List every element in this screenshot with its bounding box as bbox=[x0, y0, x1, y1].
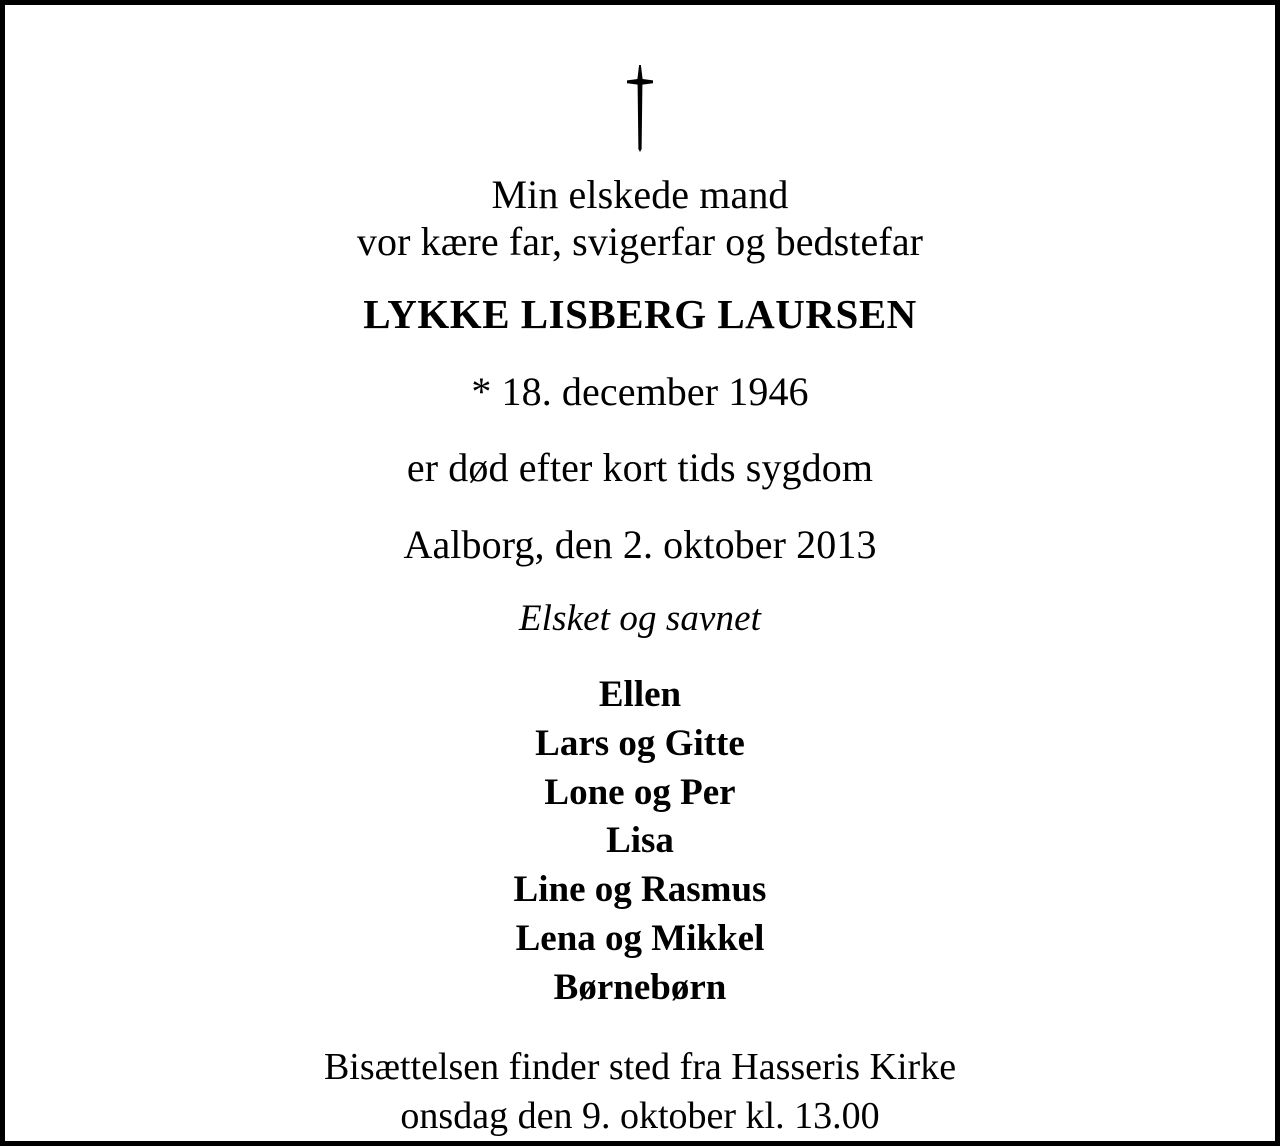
birth-date: * 18. december 1946 bbox=[471, 368, 809, 414]
intro-line-1: Min elskede mand bbox=[491, 172, 789, 217]
place-and-date: Aalborg, den 2. oktober 2013 bbox=[403, 521, 877, 567]
notice-body bbox=[5, 5, 1275, 1141]
survivor-item: Lone og Per bbox=[544, 771, 736, 813]
death-statement: er død efter kort tids sygdom bbox=[406, 445, 874, 491]
survivor-item: Lena og Mikkel bbox=[515, 918, 765, 960]
survivor-item: Børnebørn bbox=[553, 966, 727, 1008]
intro-text bbox=[357, 171, 923, 265]
survivor-item: Line og Rasmus bbox=[513, 869, 767, 911]
cross-icon bbox=[620, 63, 660, 153]
funeral-line-2: onsdag den 9. oktober kl. 13.00 bbox=[400, 1095, 880, 1138]
funeral-line-1: Bisættelsen finder sted fra Hasseris Kirke bbox=[323, 1045, 957, 1088]
epitaph: Elsket og savnet bbox=[518, 598, 762, 640]
survivors-list bbox=[514, 671, 767, 1013]
deceased-name: LYKKE LISBERG LAURSEN bbox=[363, 291, 917, 338]
intro-line-2: vor kære far, svigerfar og bedstefar bbox=[356, 219, 924, 265]
survivor-item: Ellen bbox=[598, 674, 682, 715]
funeral-details bbox=[324, 1043, 956, 1142]
survivor-item: Lisa bbox=[606, 820, 674, 862]
survivor-item: Lars og Gitte bbox=[535, 722, 745, 764]
